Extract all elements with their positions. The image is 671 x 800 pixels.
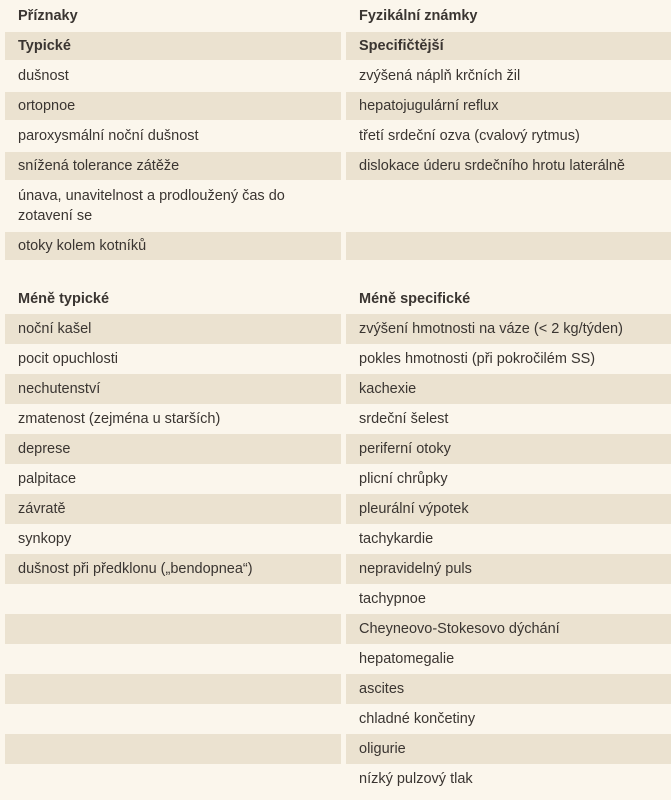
list-item: periferní otoky xyxy=(346,434,671,464)
list-item: chladné končetiny xyxy=(359,711,476,727)
list-item: ortopnoe xyxy=(5,92,341,120)
list-item: kachexie xyxy=(346,374,671,404)
list-item: paroxysmální noční dušnost xyxy=(18,128,199,144)
list-item: zvýšená náplň krčních žil xyxy=(359,68,521,84)
list-item: oligurie xyxy=(346,734,671,764)
list-item: tachykardie xyxy=(359,531,434,547)
list-item: pokles hmotnosti (při pokročilém SS) xyxy=(359,351,596,367)
list-item: tachypnoe xyxy=(359,591,426,607)
signs-heading: Fyzikální známky xyxy=(359,8,478,24)
list-item: nízký pulzový tlak xyxy=(359,771,473,787)
list-item xyxy=(5,180,341,232)
list-item: noční kašel xyxy=(5,314,341,344)
list-item: dušnost xyxy=(18,68,69,84)
empty-row xyxy=(5,584,341,614)
list-item: zmatenost (zejména u starších) xyxy=(18,411,221,427)
list-item: synkopy xyxy=(18,531,72,547)
list-item: nepravidelný puls xyxy=(346,554,671,584)
list-item: dislokace úderu srdečního hrotu laterálně xyxy=(346,152,671,180)
list-item: plicní chrůpky xyxy=(359,471,448,487)
less-specific-title: Méně specifické xyxy=(359,291,471,307)
symptoms-heading: Příznaky xyxy=(18,8,78,24)
spacer xyxy=(346,260,671,284)
list-item: třetí srdeční ozva (cvalový rytmus) xyxy=(359,128,580,144)
list-item: nechutenství xyxy=(5,374,341,404)
list-item: Cheyneovo-Stokesovo dýchání xyxy=(346,614,671,644)
list-item: závratě xyxy=(5,494,341,524)
empty-row xyxy=(346,180,671,232)
list-item: zvýšení hmotnosti na váze (< 2 kg/týden) xyxy=(346,314,671,344)
empty-row xyxy=(5,614,341,644)
list-item: dušnost při předklonu („bendopnea“) xyxy=(5,554,341,584)
empty-row xyxy=(5,644,341,674)
more-specific-title: Specifičtější xyxy=(346,32,671,60)
list-item: otoky kolem kotníků xyxy=(5,232,341,260)
list-item-text: únava, unavitelnost a prodloužený čas do zotavení se xyxy=(18,188,285,224)
list-item: hepatojugulární reflux xyxy=(346,92,671,120)
empty-row xyxy=(5,704,341,734)
list-item: deprese xyxy=(5,434,341,464)
list-item: palpitace xyxy=(18,471,77,487)
list-item: pleurální výpotek xyxy=(346,494,671,524)
typical-symptoms-title: Typické xyxy=(5,32,341,60)
list-item: pocit opuchlosti xyxy=(18,351,118,367)
empty-row xyxy=(5,764,341,794)
empty-row xyxy=(346,232,671,260)
list-item: hepatomegalie xyxy=(359,651,455,667)
list-item: ascites xyxy=(346,674,671,704)
list-item: srdeční šelest xyxy=(359,411,449,427)
symptoms-column xyxy=(5,0,341,794)
list-item: snížená tolerance zátěže xyxy=(5,152,341,180)
empty-row xyxy=(5,734,341,764)
less-typical-title: Méně typické xyxy=(18,291,110,307)
spacer xyxy=(5,260,341,284)
signs-column xyxy=(346,0,671,794)
empty-row xyxy=(5,674,341,704)
